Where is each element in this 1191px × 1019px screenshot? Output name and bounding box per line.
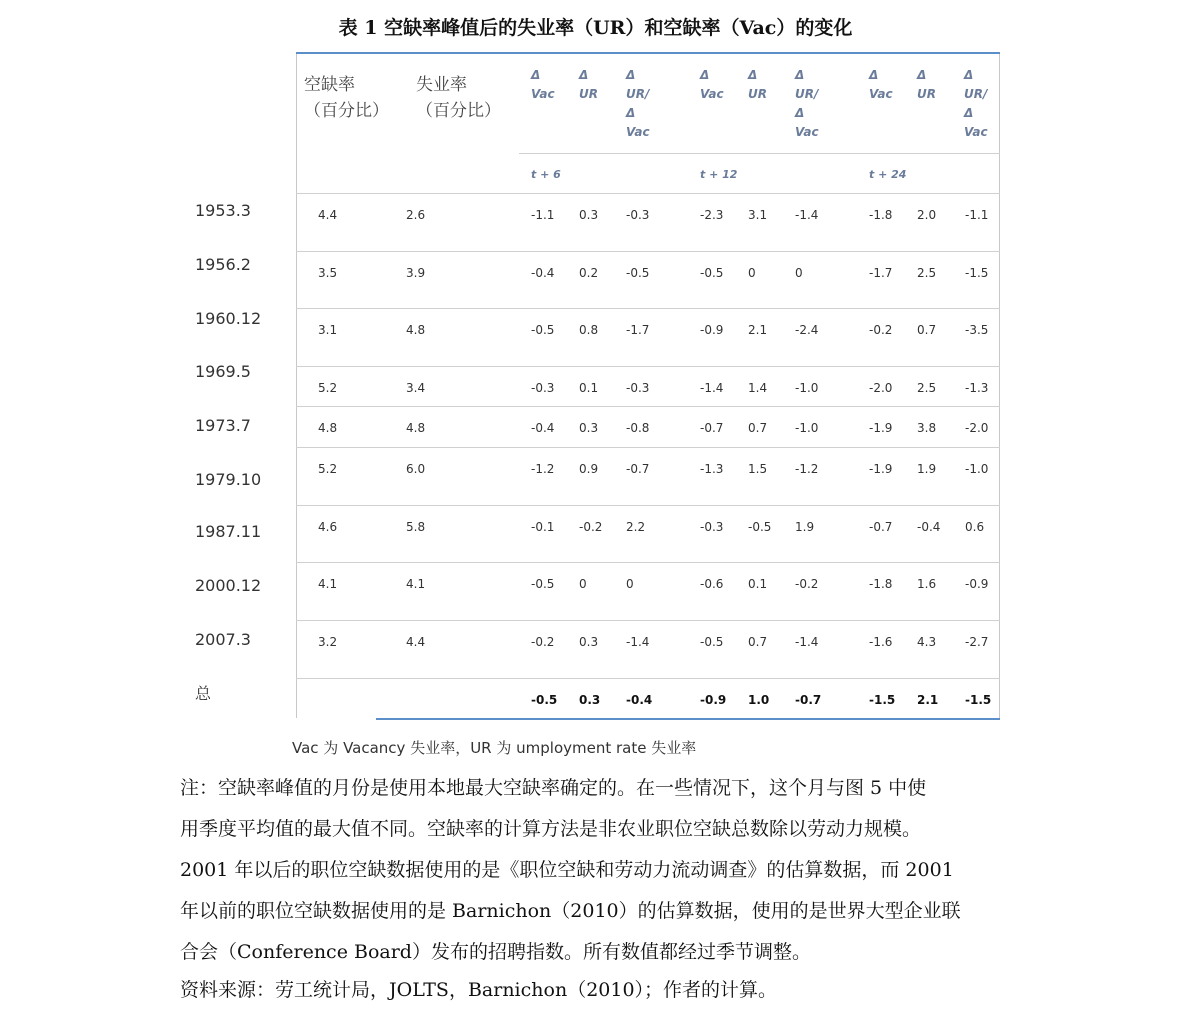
header-glyph: Vac (869, 87, 893, 101)
row-separator (296, 620, 1000, 621)
total-cell: -1.5 (869, 693, 896, 707)
table-cell: -1.3 (965, 381, 989, 395)
table-cell: 3.8 (917, 421, 937, 435)
table-cell: -1.6 (869, 635, 893, 649)
table-cell: -0.7 (626, 462, 650, 476)
header-glyph: Δ (700, 68, 710, 82)
table-cell: 3.1 (748, 208, 768, 222)
table-cell: 1.6 (917, 577, 937, 591)
table-cell: -0.5 (531, 323, 555, 337)
table-cell: 3.2 (318, 635, 338, 649)
row-separator (296, 366, 1000, 367)
row-separator (296, 678, 1000, 679)
table-cell: -0.3 (626, 208, 650, 222)
row-year-label: 2000.12 (195, 576, 262, 595)
header-glyph: Δ (869, 68, 879, 82)
table-cell: -2.0 (965, 421, 989, 435)
total-cell: -1.5 (965, 693, 992, 707)
total-cell: -0.5 (531, 693, 558, 707)
table-cell: 3.9 (406, 266, 426, 280)
header-glyph: UR/ (626, 87, 650, 101)
table-cell: -1.4 (795, 635, 819, 649)
table-cell: -1.4 (626, 635, 650, 649)
table-title: 表 1 空缺率峰值后的失业率（UR）和空缺率（Vac）的变化 (338, 17, 853, 39)
header-delta-ratio (795, 66, 819, 142)
source-line: 资料来源：劳工统计局，JOLTS，Barnichon（2010）；作者的计算。 (180, 979, 778, 1001)
table-cell: -0.3 (700, 520, 724, 534)
header-glyph: Δ (917, 68, 927, 82)
table-caption: Vac 为 Vacancy 失业率，UR 为 umployment rate 失业率 (292, 739, 697, 757)
table-cell: 0.7 (748, 421, 768, 435)
table-cell: -0.9 (700, 323, 724, 337)
table-cell: -1.2 (531, 462, 555, 476)
table-cell: -1.9 (869, 462, 893, 476)
table-top-rule (296, 52, 1000, 54)
header-delta-vac (700, 66, 724, 104)
row-separator (296, 505, 1000, 506)
total-cell: 1.0 (748, 693, 770, 707)
header-glyph: Δ (964, 106, 974, 120)
table-cell: -1.0 (795, 421, 819, 435)
header-delta-ur (917, 66, 936, 104)
header-delta-vac (869, 66, 893, 104)
table-cell: 5.2 (318, 462, 338, 476)
header-glyph: Δ (579, 68, 589, 82)
header-delta-ratio (626, 66, 650, 142)
header-unemployment-rate (416, 72, 501, 124)
table-cell: 0.7 (748, 635, 768, 649)
table-cell: 1.9 (917, 462, 937, 476)
table-cell: 4.4 (406, 635, 426, 649)
table-cell: -0.4 (531, 421, 555, 435)
table-cell: -1.3 (700, 462, 724, 476)
table-cell: 0 (579, 577, 587, 591)
header-glyph: UR (748, 87, 767, 101)
table-cell: 0.6 (965, 520, 985, 534)
notes-paragraph (180, 768, 1016, 973)
horizon-label-24: t + 24 (869, 168, 907, 181)
table-cell: -3.5 (965, 323, 989, 337)
table-cell: 5.8 (406, 520, 426, 534)
table-cell: 4.3 (917, 635, 937, 649)
table-cell: 4.8 (318, 421, 338, 435)
table-cell: -1.8 (869, 208, 893, 222)
row-year-label: 2007.3 (195, 630, 251, 649)
table-cell: 4.8 (406, 421, 426, 435)
header-glyph: UR/ (795, 87, 819, 101)
table-cell: 2.1 (748, 323, 768, 337)
row-year-label: 1960.12 (195, 309, 262, 328)
row-year-label: 1953.3 (195, 201, 251, 220)
table-cell: -0.2 (579, 520, 603, 534)
header-glyph: Vac (531, 87, 555, 101)
table-cell: -0.3 (626, 381, 650, 395)
table-cell: 3.4 (406, 381, 426, 395)
note-line: 注：空缺率峰值的月份是使用本地最大空缺率确定的。在一些情况下，这个月与图 5 中使 (180, 777, 927, 799)
table-cell: -1.4 (795, 208, 819, 222)
header-glyph: UR (579, 87, 598, 101)
table-cell: -2.3 (700, 208, 724, 222)
table-cell: 1.5 (748, 462, 768, 476)
table-cell: 5.2 (318, 381, 338, 395)
header-label: 空缺率 (304, 75, 355, 95)
header-delta-vac (531, 66, 555, 104)
table-cell: 0.7 (917, 323, 937, 337)
table-cell: 4.1 (406, 577, 426, 591)
table-cell: -1.2 (795, 462, 819, 476)
table-cell: -0.4 (531, 266, 555, 280)
row-separator (296, 193, 1000, 194)
table-cell: -0.5 (531, 577, 555, 591)
table-cell: 0.2 (579, 266, 599, 280)
note-line: 2001 年以后的职位空缺数据使用的是《职位空缺和劳动力流动调查》的估算数据，而 2001 (180, 859, 954, 881)
table-cell: 4.4 (318, 208, 338, 222)
table-cell: -0.6 (700, 577, 724, 591)
table-cell: -0.9 (965, 577, 989, 591)
table-cell: 6.0 (406, 462, 426, 476)
header-vacancy-rate (304, 72, 389, 124)
horizon-label-12: t + 12 (700, 168, 738, 181)
table-cell: -1.7 (869, 266, 893, 280)
header-glyph: UR (917, 87, 936, 101)
table-cell: 2.0 (917, 208, 937, 222)
note-line: 年以前的职位空缺数据使用的是 Barnichon（2010）的估算数据，使用的是世界大型企业联 (180, 900, 961, 922)
table-cell: 0.1 (579, 381, 599, 395)
total-cell: 0.3 (579, 693, 601, 707)
header-delta-ur (748, 66, 767, 104)
header-glyph: Vac (626, 125, 650, 139)
row-separator (296, 447, 1000, 448)
table-cell: 2.5 (917, 266, 937, 280)
header-unit: （百分比） (416, 101, 501, 121)
table-cell: -1.0 (795, 381, 819, 395)
table-cell: -0.3 (531, 381, 555, 395)
data-table (296, 52, 1000, 720)
row-year-label: 1969.5 (195, 362, 251, 381)
table-cell: -2.4 (795, 323, 819, 337)
table-cell: 1.9 (795, 520, 815, 534)
total-cell: -0.9 (700, 693, 727, 707)
table-bottom-rule (376, 718, 1000, 720)
table-cell: 2.2 (626, 520, 646, 534)
note-line: 合会（Conference Board）发布的招聘指数。所有数值都经过季节调整。 (180, 941, 811, 963)
table-cell: -0.7 (869, 520, 893, 534)
table-cell: 0 (748, 266, 756, 280)
table-cell: 0.9 (579, 462, 599, 476)
table-cell: 0.8 (579, 323, 599, 337)
table-cell: -1.4 (700, 381, 724, 395)
header-glyph: UR/ (964, 87, 988, 101)
row-separator (296, 308, 1000, 309)
header-delta-ur (579, 66, 598, 104)
table-cell: 2.6 (406, 208, 426, 222)
table-cell: 0.3 (579, 635, 599, 649)
header-delta-ratio (964, 66, 988, 142)
total-cell: 2.1 (917, 693, 939, 707)
table-left-border (296, 54, 297, 718)
table-cell: 0.3 (579, 208, 599, 222)
row-year-label: 1973.7 (195, 416, 251, 435)
total-cell: -0.4 (626, 693, 653, 707)
header-separator (519, 153, 1000, 154)
header-glyph: Δ (964, 68, 974, 82)
table-cell: -2.7 (965, 635, 989, 649)
row-separator (296, 562, 1000, 563)
row-separator (296, 251, 1000, 252)
note-line: 用季度平均值的最大值不同。空缺率的计算方法是非农业职位空缺总数除以劳动力规模。 (180, 818, 922, 840)
header-glyph: Vac (795, 125, 819, 139)
table-cell: -0.7 (700, 421, 724, 435)
table-cell: 2.5 (917, 381, 937, 395)
table-cell: -0.1 (531, 520, 555, 534)
table-cell: -0.5 (748, 520, 772, 534)
total-cell: -0.7 (795, 693, 822, 707)
header-unit: （百分比） (304, 101, 389, 121)
row-year-label: 1979.10 (195, 470, 262, 489)
table-cell: -0.5 (700, 266, 724, 280)
header-glyph: Δ (531, 68, 541, 82)
row-separator (296, 406, 1000, 407)
table-cell: -1.5 (965, 266, 989, 280)
table-cell: 0.1 (748, 577, 768, 591)
header-glyph: Δ (748, 68, 758, 82)
header-glyph: Δ (626, 106, 636, 120)
horizon-label-6: t + 6 (531, 168, 561, 181)
table-cell: -1.0 (965, 462, 989, 476)
table-cell: 0 (626, 577, 634, 591)
table-cell: -0.5 (626, 266, 650, 280)
header-label: 失业率 (416, 75, 467, 95)
table-cell: 3.1 (318, 323, 338, 337)
table-cell: -0.5 (700, 635, 724, 649)
table-cell: -0.4 (917, 520, 941, 534)
row-year-label: 1987.11 (195, 522, 262, 541)
table-cell: -0.2 (531, 635, 555, 649)
table-cell: 0.3 (579, 421, 599, 435)
table-cell: 4.8 (406, 323, 426, 337)
header-glyph: Δ (795, 68, 805, 82)
table-cell: 4.6 (318, 520, 338, 534)
header-glyph: Vac (964, 125, 988, 139)
header-glyph: Vac (700, 87, 724, 101)
table-cell: -2.0 (869, 381, 893, 395)
table-cell: -1.7 (626, 323, 650, 337)
table-cell: 3.5 (318, 266, 338, 280)
table-cell: -1.9 (869, 421, 893, 435)
table-cell: 4.1 (318, 577, 338, 591)
row-year-label: 总 (195, 684, 212, 703)
table-cell: -0.2 (869, 323, 893, 337)
row-year-label: 1956.2 (195, 255, 251, 274)
table-cell: -1.1 (531, 208, 555, 222)
table-cell: -0.2 (795, 577, 819, 591)
table-cell: -1.1 (965, 208, 989, 222)
table-cell: 0 (795, 266, 803, 280)
table-cell: 1.4 (748, 381, 768, 395)
table-cell: -1.8 (869, 577, 893, 591)
table-cell: -0.8 (626, 421, 650, 435)
header-glyph: Δ (626, 68, 636, 82)
header-glyph: Δ (795, 106, 805, 120)
